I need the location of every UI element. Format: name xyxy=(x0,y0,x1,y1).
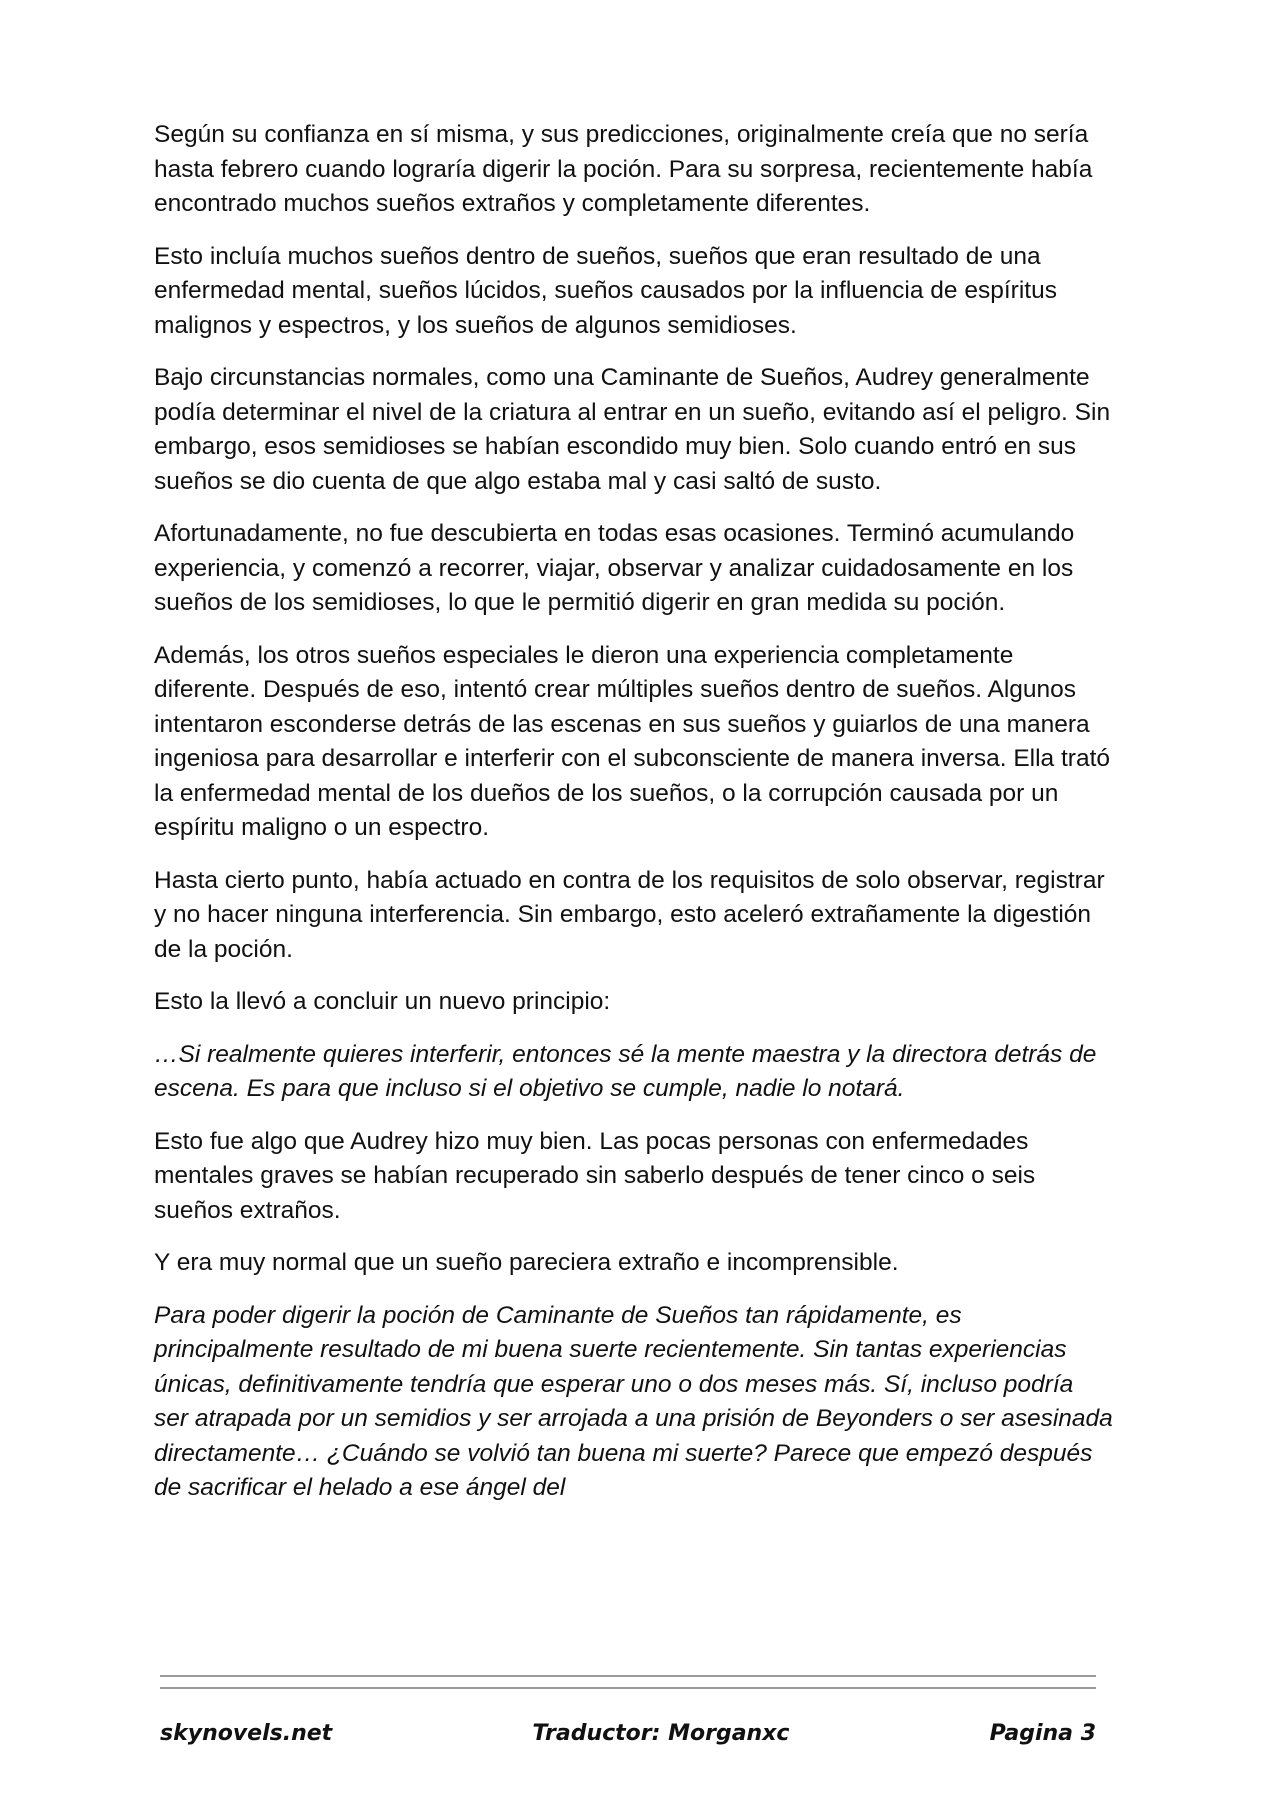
paragraph-11-thought: Para poder digerir la poción de Caminante de Sueños tan rápidamente, es principalmente resultado de mi buena suerte recientemente. Sin tantas experiencias únicas, definitivamente tendría que esperar uno o dos meses más. Sí, incluso podría ser atrapada por un semidios y ser arrojada a una prisión de Beyonders o ser asesinada directamente… ¿Cuándo se volvió tan buena mi suerte? Parece que empezó después de sacrificar el helado a ese ángel del xyxy=(154,1301,1113,1501)
paragraph-6: Hasta cierto punto, había actuado en contra de los requisitos de solo observar, registrar y no hacer ninguna interferencia. Sin embargo, esto aceleró extrañamente la digestión de la poción. xyxy=(154,866,1105,963)
paragraph-5: Además, los otros sueños especiales le dieron una experiencia completamente diferente. Después de eso, intentó crear múltiples sueños dentro de sueños. Algunos intentaron esconderse detrás de las escenas en sus sueños y guiarlos de una manera ingeniosa para desarrollar e interferir con el subconsciente de manera inversa. Ella trató la enfermedad mental de los dueños de los sueños, o la corrupción causada por un espíritu maligno o un espectro. xyxy=(154,641,1111,841)
footer-divider-bottom xyxy=(160,1687,1096,1689)
paragraph-3: Bajo circunstancias normales, como una Caminante de Sueños, Audrey generalmente podía determinar el nivel de la criatura al entrar en un sueño, evitando así el peligro. Sin embargo, esos semidioses se habían escondido muy bien. Solo cuando entró en sus sueños se dio cuenta de que algo estaba mal y casi saltó de susto. xyxy=(154,364,1111,495)
page-body xyxy=(154,118,1114,1524)
paragraph-2: Esto incluía muchos sueños dentro de sueños, sueños que eran resultado de una enfermedad mental, sueños lúcidos, sueños causados por la influencia de espíritus malignos y espectros, y los sueños de algunos semidioses. xyxy=(154,242,1057,339)
page-footer xyxy=(160,1716,1096,1750)
footer-page-number: Pagina 3 xyxy=(989,1720,1096,1746)
paragraph-10: Y era muy normal que un sueño pareciera extraño e incomprensible. xyxy=(154,1249,899,1276)
paragraph-4: Afortunadamente, no fue descubierta en todas esas ocasiones. Terminó acumulando experiencia, y comenzó a recorrer, viajar, observar y analizar cuidadosamente en los sueños de los semidioses, lo que le permitió digerir en gran medida su poción. xyxy=(154,520,1075,616)
footer-site: skynovels.net xyxy=(160,1720,333,1746)
footer-divider-top xyxy=(160,1675,1096,1677)
paragraph-1: Según su confianza en sí misma, y sus predicciones, originalmente creía que no sería hasta febrero cuando lograría digerir la poción. Para su sorpresa, recientemente había encontrado muchos sueños extraños y completamente diferentes. xyxy=(154,121,1093,217)
paragraph-9: Esto fue algo que Audrey hizo muy bien. Las pocas personas con enfermedades mentales graves se habían recuperado sin saberlo después de tener cinco o seis sueños extraños. xyxy=(154,1127,1036,1224)
paragraph-7: Esto la llevó a concluir un nuevo principio: xyxy=(154,988,611,1015)
footer-translator: Traductor: Morganxc xyxy=(532,1720,790,1746)
paragraph-8-principle: …Si realmente quieres interferir, entonces sé la mente maestra y la directora detrás de escena. Es para que incluso si el objetivo se cumple, nadie lo notará. xyxy=(154,1040,1097,1102)
